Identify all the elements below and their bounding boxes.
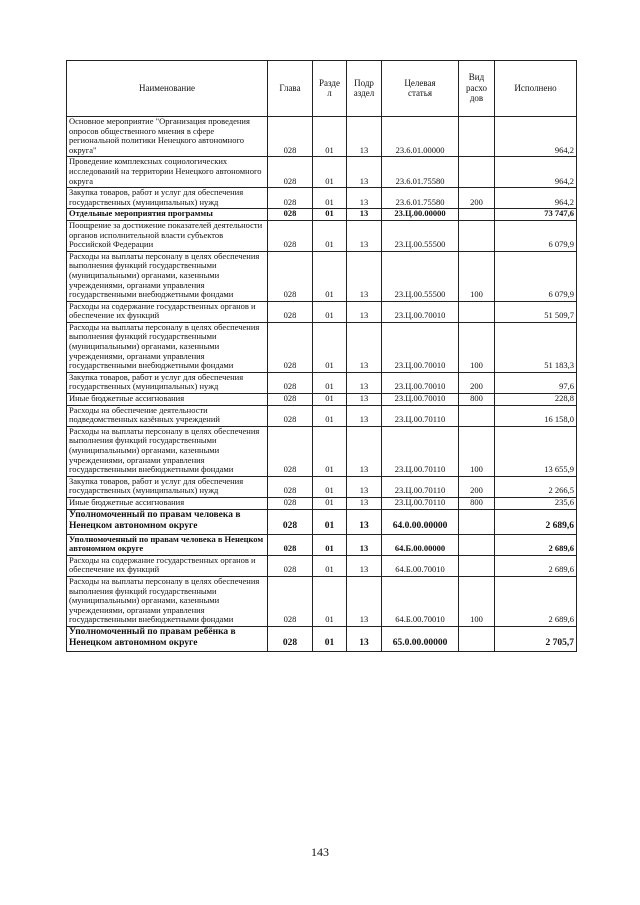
row-podrazdel: 13 — [347, 555, 382, 576]
row-expense-type: 100 — [459, 426, 495, 476]
row-name: Уполномоченный по правам человека в Ненецком автономном округе — [67, 534, 268, 555]
row-glava: 028 — [268, 301, 313, 322]
row-expense-type — [459, 117, 495, 157]
row-glava: 028 — [268, 220, 313, 251]
row-amount: 2 689,6 — [495, 534, 577, 555]
row-target-article: 64.Б.00.00000 — [382, 534, 459, 555]
row-expense-type — [459, 209, 495, 221]
table-row — [67, 497, 577, 509]
row-razdel: 01 — [313, 220, 347, 251]
header-podrazdel: Подр аздел — [347, 61, 382, 117]
row-glava: 028 — [268, 626, 313, 651]
row-podrazdel: 13 — [347, 626, 382, 651]
row-glava: 028 — [268, 405, 313, 426]
row-expense-type: 100 — [459, 322, 495, 372]
row-podrazdel: 13 — [347, 394, 382, 406]
row-name: Расходы на выплаты персоналу в целях обеспечения выполнения функций государственными (муниципальными) органами, казенными учреждениями, органами управления государственными внебюджетными фондами — [67, 576, 268, 626]
row-amount: 228,8 — [495, 394, 577, 406]
table-row — [67, 534, 577, 555]
row-podrazdel: 13 — [347, 405, 382, 426]
row-razdel: 01 — [313, 188, 347, 209]
page-number: 143 — [311, 845, 329, 859]
table-row — [67, 405, 577, 426]
row-podrazdel: 13 — [347, 497, 382, 509]
table-row — [67, 555, 577, 576]
row-glava: 028 — [268, 117, 313, 157]
table-row — [67, 576, 577, 626]
row-name: Закупка товаров, работ и услуг для обеспечения государственных (муниципальных) нужд — [67, 188, 268, 209]
row-razdel: 01 — [313, 157, 347, 188]
row-expense-type — [459, 405, 495, 426]
row-target-article: 23.Ц.00.70110 — [382, 426, 459, 476]
header-executed: Исполнено — [495, 61, 577, 117]
table-row — [67, 476, 577, 497]
row-glava: 028 — [268, 188, 313, 209]
row-name: Иные бюджетные ассигнования — [67, 497, 268, 509]
row-podrazdel: 13 — [347, 476, 382, 497]
row-name: Уполномоченный по правам ребёнка в Ненецком автономном округе — [67, 626, 268, 651]
row-target-article: 23.Ц.00.70010 — [382, 301, 459, 322]
row-glava: 028 — [268, 251, 313, 301]
row-name: Закупка товаров, работ и услуг для обеспечения государственных (муниципальных) нужд — [67, 372, 268, 393]
table-row — [67, 394, 577, 406]
row-razdel: 01 — [313, 251, 347, 301]
row-expense-type: 200 — [459, 188, 495, 209]
header-target-article: Целевая статья — [382, 61, 459, 117]
row-amount: 235,6 — [495, 497, 577, 509]
row-amount: 2 689,6 — [495, 509, 577, 534]
row-razdel: 01 — [313, 509, 347, 534]
table-row — [67, 626, 577, 651]
row-glava: 028 — [268, 322, 313, 372]
table-row — [67, 509, 577, 534]
row-name: Расходы на выплаты персоналу в целях обеспечения выполнения функций государственными (муниципальными) органами, казенными учреждениями, органами управления государственными внебюджетными фондами — [67, 426, 268, 476]
table-row — [67, 322, 577, 372]
row-glava: 028 — [268, 157, 313, 188]
row-podrazdel: 13 — [347, 251, 382, 301]
row-name: Поощрение за достижение показателей деятельности органов исполнительной власти субъектов Российской Федерации — [67, 220, 268, 251]
row-target-article: 64.Б.00.70010 — [382, 576, 459, 626]
header-expense-type: Вид расхо дов — [459, 61, 495, 117]
row-podrazdel: 13 — [347, 209, 382, 221]
row-glava: 028 — [268, 209, 313, 221]
row-name: Расходы на выплаты персоналу в целях обеспечения выполнения функций государственными (муниципальными) органами, казенными учреждениями, органами управления государственными внебюджетными фондами — [67, 322, 268, 372]
row-glava: 028 — [268, 394, 313, 406]
row-razdel: 01 — [313, 426, 347, 476]
row-glava: 028 — [268, 372, 313, 393]
row-podrazdel: 13 — [347, 509, 382, 534]
row-razdel: 01 — [313, 476, 347, 497]
row-amount: 964,2 — [495, 157, 577, 188]
header-glava: Глава — [268, 61, 313, 117]
row-target-article: 23.Ц.00.70110 — [382, 497, 459, 509]
row-razdel: 01 — [313, 405, 347, 426]
row-name: Основное мероприятие "Организация проведения опросов общественного мнения в сфере региональной политики Ненецкого автономного округа" — [67, 117, 268, 157]
row-razdel: 01 — [313, 372, 347, 393]
row-name: Закупка товаров, работ и услуг для обеспечения государственных (муниципальных) нужд — [67, 476, 268, 497]
row-amount: 6 079,9 — [495, 251, 577, 301]
row-amount: 2 705,7 — [495, 626, 577, 651]
table-row — [67, 220, 577, 251]
row-name: Иные бюджетные ассигнования — [67, 394, 268, 406]
row-podrazdel: 13 — [347, 188, 382, 209]
row-amount: 16 158,0 — [495, 405, 577, 426]
row-razdel: 01 — [313, 301, 347, 322]
row-target-article: 23.Ц.00.55500 — [382, 251, 459, 301]
row-expense-type: 800 — [459, 394, 495, 406]
header-row — [67, 61, 577, 117]
row-expense-type: 200 — [459, 372, 495, 393]
row-target-article: 23.Ц.00.70010 — [382, 372, 459, 393]
row-razdel: 01 — [313, 576, 347, 626]
row-name: Уполномоченный по правам человека в Ненецком автономном округе — [67, 509, 268, 534]
row-expense-type — [459, 626, 495, 651]
row-expense-type — [459, 157, 495, 188]
row-razdel: 01 — [313, 555, 347, 576]
row-podrazdel: 13 — [347, 220, 382, 251]
row-expense-type — [459, 301, 495, 322]
row-name: Расходы на выплаты персоналу в целях обеспечения выполнения функций государственными (муниципальными) органами, казенными учреждениями, органами управления государственными внебюджетными фондами — [67, 251, 268, 301]
row-podrazdel: 13 — [347, 157, 382, 188]
row-podrazdel: 13 — [347, 117, 382, 157]
row-expense-type: 200 — [459, 476, 495, 497]
row-name: Отдельные мероприятия программы — [67, 209, 268, 221]
row-target-article: 65.0.00.00000 — [382, 626, 459, 651]
row-target-article: 23.Ц.00.70010 — [382, 394, 459, 406]
row-amount: 51 183,3 — [495, 322, 577, 372]
row-target-article: 23.6.01.75580 — [382, 188, 459, 209]
row-target-article: 23.Ц.00.55500 — [382, 220, 459, 251]
row-expense-type — [459, 220, 495, 251]
header-razdel: Разде л — [313, 61, 347, 117]
row-podrazdel: 13 — [347, 576, 382, 626]
row-amount: 964,2 — [495, 188, 577, 209]
row-glava: 028 — [268, 555, 313, 576]
row-target-article: 23.6.01.75580 — [382, 157, 459, 188]
row-glava: 028 — [268, 497, 313, 509]
row-expense-type: 100 — [459, 251, 495, 301]
row-glava: 028 — [268, 509, 313, 534]
row-glava: 028 — [268, 476, 313, 497]
row-expense-type: 800 — [459, 497, 495, 509]
row-name: Расходы на содержание государственных органов и обеспечение их функций — [67, 301, 268, 322]
row-target-article: 23.Ц.00.70010 — [382, 322, 459, 372]
table-row — [67, 426, 577, 476]
row-razdel: 01 — [313, 322, 347, 372]
row-name: Расходы на содержание государственных органов и обеспечение их функций — [67, 555, 268, 576]
row-amount: 51 509,7 — [495, 301, 577, 322]
row-amount: 2 266,5 — [495, 476, 577, 497]
table-row — [67, 188, 577, 209]
row-target-article: 23.Ц.00.70110 — [382, 476, 459, 497]
row-target-article: 64.0.00.00000 — [382, 509, 459, 534]
row-glava: 028 — [268, 576, 313, 626]
row-amount: 964,2 — [495, 117, 577, 157]
row-amount: 2 689,6 — [495, 576, 577, 626]
row-name: Расходы на обеспечение деятельности подведомственных казённых учреждений — [67, 405, 268, 426]
row-razdel: 01 — [313, 534, 347, 555]
row-target-article: 23.Ц.00.00000 — [382, 209, 459, 221]
row-podrazdel: 13 — [347, 372, 382, 393]
table-row — [67, 251, 577, 301]
budget-table — [66, 60, 577, 652]
table-row — [67, 157, 577, 188]
row-razdel: 01 — [313, 626, 347, 651]
row-glava: 028 — [268, 426, 313, 476]
row-podrazdel: 13 — [347, 534, 382, 555]
row-amount: 6 079,9 — [495, 220, 577, 251]
row-expense-type: 100 — [459, 576, 495, 626]
table-row — [67, 209, 577, 221]
row-target-article: 23.Ц.00.70110 — [382, 405, 459, 426]
row-amount: 97,6 — [495, 372, 577, 393]
row-amount: 13 655,9 — [495, 426, 577, 476]
row-podrazdel: 13 — [347, 322, 382, 372]
row-amount: 73 747,6 — [495, 209, 577, 221]
row-target-article: 23.6.01.00000 — [382, 117, 459, 157]
row-expense-type — [459, 509, 495, 534]
table-row — [67, 301, 577, 322]
row-podrazdel: 13 — [347, 426, 382, 476]
row-razdel: 01 — [313, 117, 347, 157]
row-glava: 028 — [268, 534, 313, 555]
row-podrazdel: 13 — [347, 301, 382, 322]
row-target-article: 64.Б.00.70010 — [382, 555, 459, 576]
row-expense-type — [459, 555, 495, 576]
row-amount: 2 689,6 — [495, 555, 577, 576]
row-expense-type — [459, 534, 495, 555]
row-name: Проведение комплексных социологических исследований на территории Ненецкого автономного округа — [67, 157, 268, 188]
table-row — [67, 372, 577, 393]
table-row — [67, 117, 577, 157]
row-razdel: 01 — [313, 497, 347, 509]
header-name: Наименование — [67, 61, 268, 117]
row-razdel: 01 — [313, 209, 347, 221]
row-razdel: 01 — [313, 394, 347, 406]
